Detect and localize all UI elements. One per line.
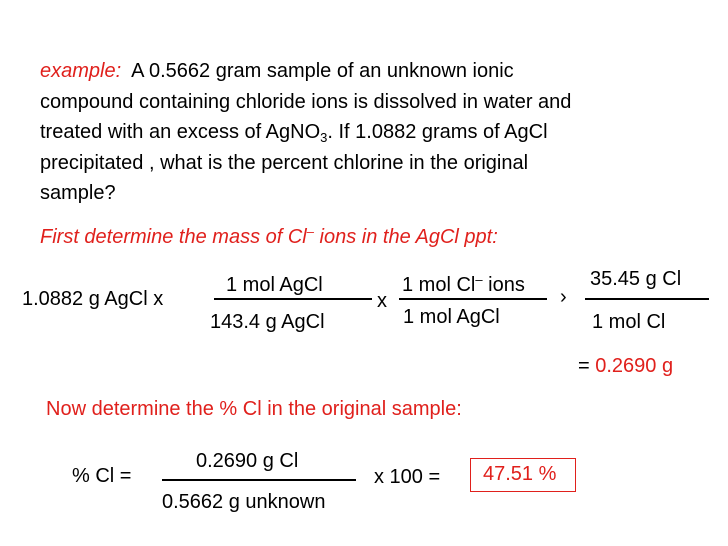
start-quantity: 1.0882 g AgCl x [22, 288, 164, 310]
fraction2-bar [399, 298, 547, 300]
example-label: example: [40, 60, 122, 82]
fraction2-num-b: ions [482, 274, 525, 296]
equals-sign: = [578, 355, 596, 377]
fraction2-num-sup: – [475, 272, 483, 287]
fraction2-num-a: 1 mol Cl [402, 274, 476, 296]
percent-cl-label: % Cl = [72, 465, 132, 487]
fraction3-bar [585, 298, 709, 300]
step1-result [578, 355, 673, 378]
problem-statement [40, 56, 700, 209]
step2-denominator: 0.5662 g unknown [162, 491, 326, 513]
problem-text-1: A 0.5662 gram sample of an unknown ionic [131, 60, 514, 82]
problem-text-3a: treated with an excess of AgNO [40, 121, 321, 143]
problem-line-2: compound containing chloride ions is dissolved in water and [40, 90, 572, 113]
step1-heading [40, 226, 498, 249]
times-100: x 100 = [374, 466, 441, 488]
fraction3-numerator: 35.45 g Cl [590, 268, 682, 290]
times-sign-2: › [560, 286, 567, 308]
fraction1-denominator: 143.4 g AgCl [210, 311, 325, 333]
step1-heading-a: First determine the mass of Cl [40, 226, 307, 248]
step2-numerator: 0.2690 g Cl [196, 450, 299, 472]
fraction1-bar [214, 298, 372, 300]
problem-line-3 [40, 117, 700, 148]
fraction3-denominator: 1 mol Cl [592, 311, 666, 333]
step1-heading-sup: – [306, 224, 314, 239]
step2-heading: Now determine the % Cl in the original sample: [46, 398, 462, 420]
times-sign-1: x [377, 290, 387, 312]
step1-result-value: 0.2690 g [595, 355, 674, 377]
problem-line-5: sample? [40, 182, 116, 204]
subscript-3: 3 [320, 130, 328, 145]
problem-line-1 [40, 56, 700, 87]
fraction2-denominator: 1 mol AgCl [403, 306, 500, 328]
final-answer: 47.51 % [483, 463, 557, 485]
problem-line-4: precipitated , what is the percent chlorine in the original [40, 151, 529, 174]
problem-text-3b: . If 1.0882 grams of AgCl [327, 121, 548, 143]
fraction1-numerator: 1 mol AgCl [226, 274, 323, 296]
step2-fraction-bar [162, 479, 356, 481]
step1-heading-b: ions in the AgCl ppt: [313, 226, 498, 248]
fraction2-numerator [402, 274, 525, 297]
